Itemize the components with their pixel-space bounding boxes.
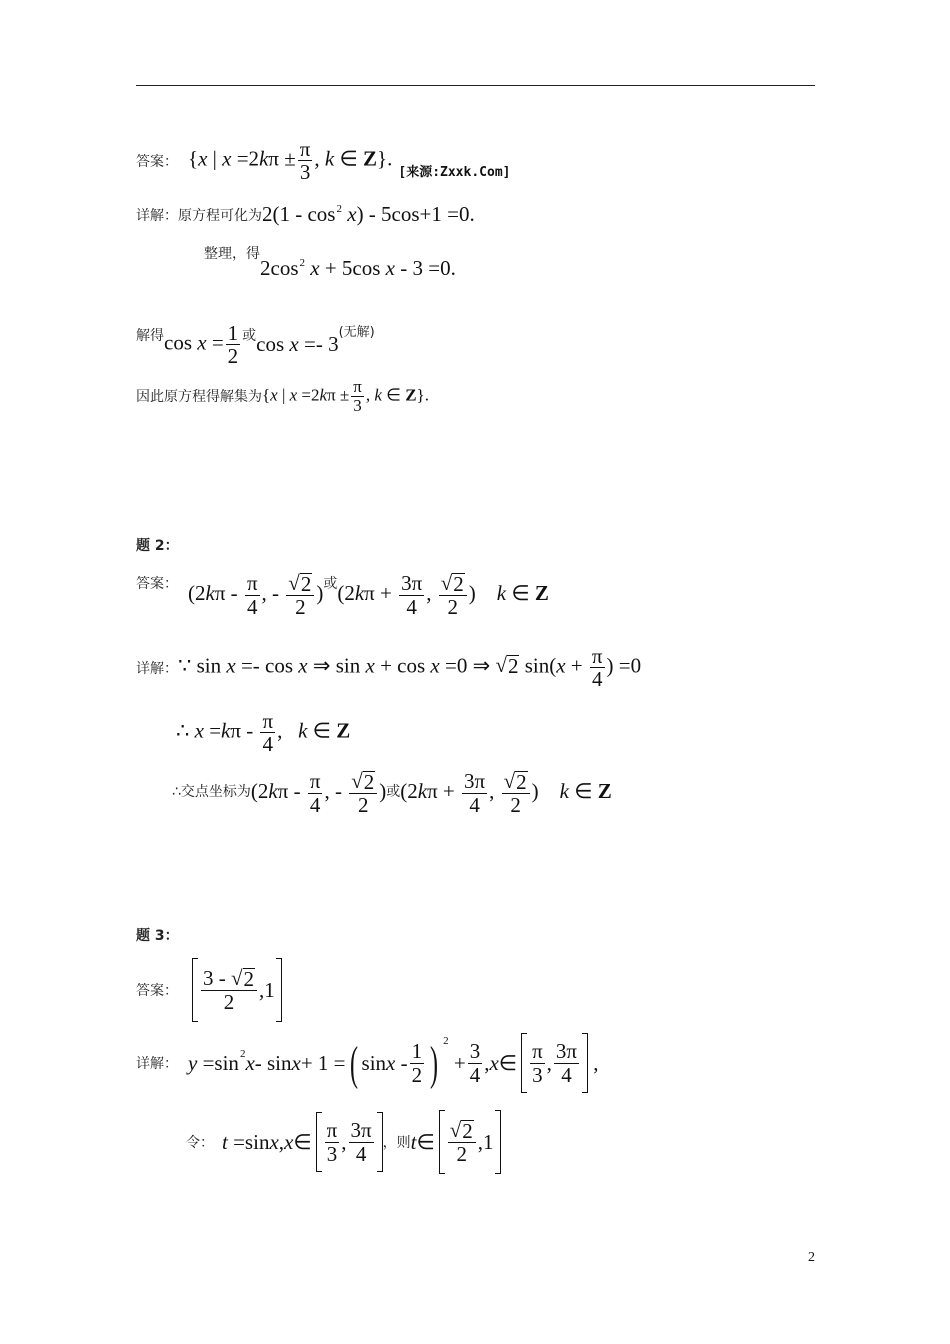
or-label: 或 (242, 327, 257, 344)
q1-answer-formula: {x | x =2kπ ± $\frac{\pi}{3}$ , k ∈ Z}. (188, 137, 393, 185)
no-solution-note: (无解) (338, 325, 375, 341)
q2-therefore-line: ∴ x =kπ - $\frac{\pi}{4}$ , k ∈ Z (176, 709, 351, 757)
q1-conclusion-line: 因此原方程得解集为 {x | x =2kπ ± $\frac{\pi}{3}$ , k ∈ Z}. (136, 377, 429, 415)
q2-answer-line: 答案： (2kπ - $\frac{\pi}{4}$ , - √ 2 2 ) 或 (2kπ + $\frac{3\pi}{4}$ , √ 2 2 ) k ∈ Z (136, 571, 549, 619)
solve-label: 解得 (136, 327, 164, 344)
source-tag: [来源:Zxxk.Com] (398, 165, 511, 181)
q3-let-line: 令： t =sin x , x ∈ $\frac{\pi}{3}$ , $\frac{3\pi}{4}$ ，则 t ∈ √ 2 2 ,1 (186, 1110, 501, 1174)
q1-solve-line: 解得 cos x = $\frac{1}{2}$ 或 cos x =- 3 (无解) (136, 321, 375, 369)
q2-title: 题 2： (136, 538, 179, 554)
q2-detail-line: 详解： ∵ sin x =- cos x ⇒ sin x + cos x =0 ⇒ √ 2 sin(x + $\frac{\pi}{4}$ ) =0 (136, 644, 642, 692)
page-number: 2 (808, 1250, 815, 1265)
answer-label: 答案： (136, 153, 178, 170)
q1-arrange-formula: $2\cos^2$ x + 5cos x - 3 =0. (260, 256, 456, 280)
q3-answer-line: 答案： 3 - √ 2 2 ,1 (136, 958, 282, 1022)
detail1-prefix: 原方程可化为 (178, 207, 262, 224)
q3-title: 题 3： (136, 928, 179, 944)
arrange-label: 整理，得 (204, 245, 260, 262)
q1-arrange-line (204, 245, 456, 280)
q1-detail-formula: $2(1 - \cos^2 x) - 5\cos+1 =0$. (262, 202, 475, 226)
q3-detail-line: 详解： y =sin 2 x - sin x + 1 = ( sin x - $\frac{1}{2}$ ) 2 + $\frac{3}{4}$ , x ∈ $\frac{\pi}{3}$ , $\frac{3\pi}{4}$ , (136, 1033, 599, 1093)
conclusion-label: 因此原方程得解集为 (136, 389, 262, 406)
q1-detail-line (136, 202, 475, 227)
detail-label: 详解： (136, 207, 178, 224)
q2-intersect-line: ∴交点坐标为 (2kπ - $\frac{\pi}{4}$ , - √ 2 2 ) 或 (2kπ + $\frac{3\pi}{4}$ , √ 2 2 ) k ∈ Z (172, 769, 612, 817)
q1-answer-line (136, 138, 510, 183)
header-rule (136, 85, 815, 86)
